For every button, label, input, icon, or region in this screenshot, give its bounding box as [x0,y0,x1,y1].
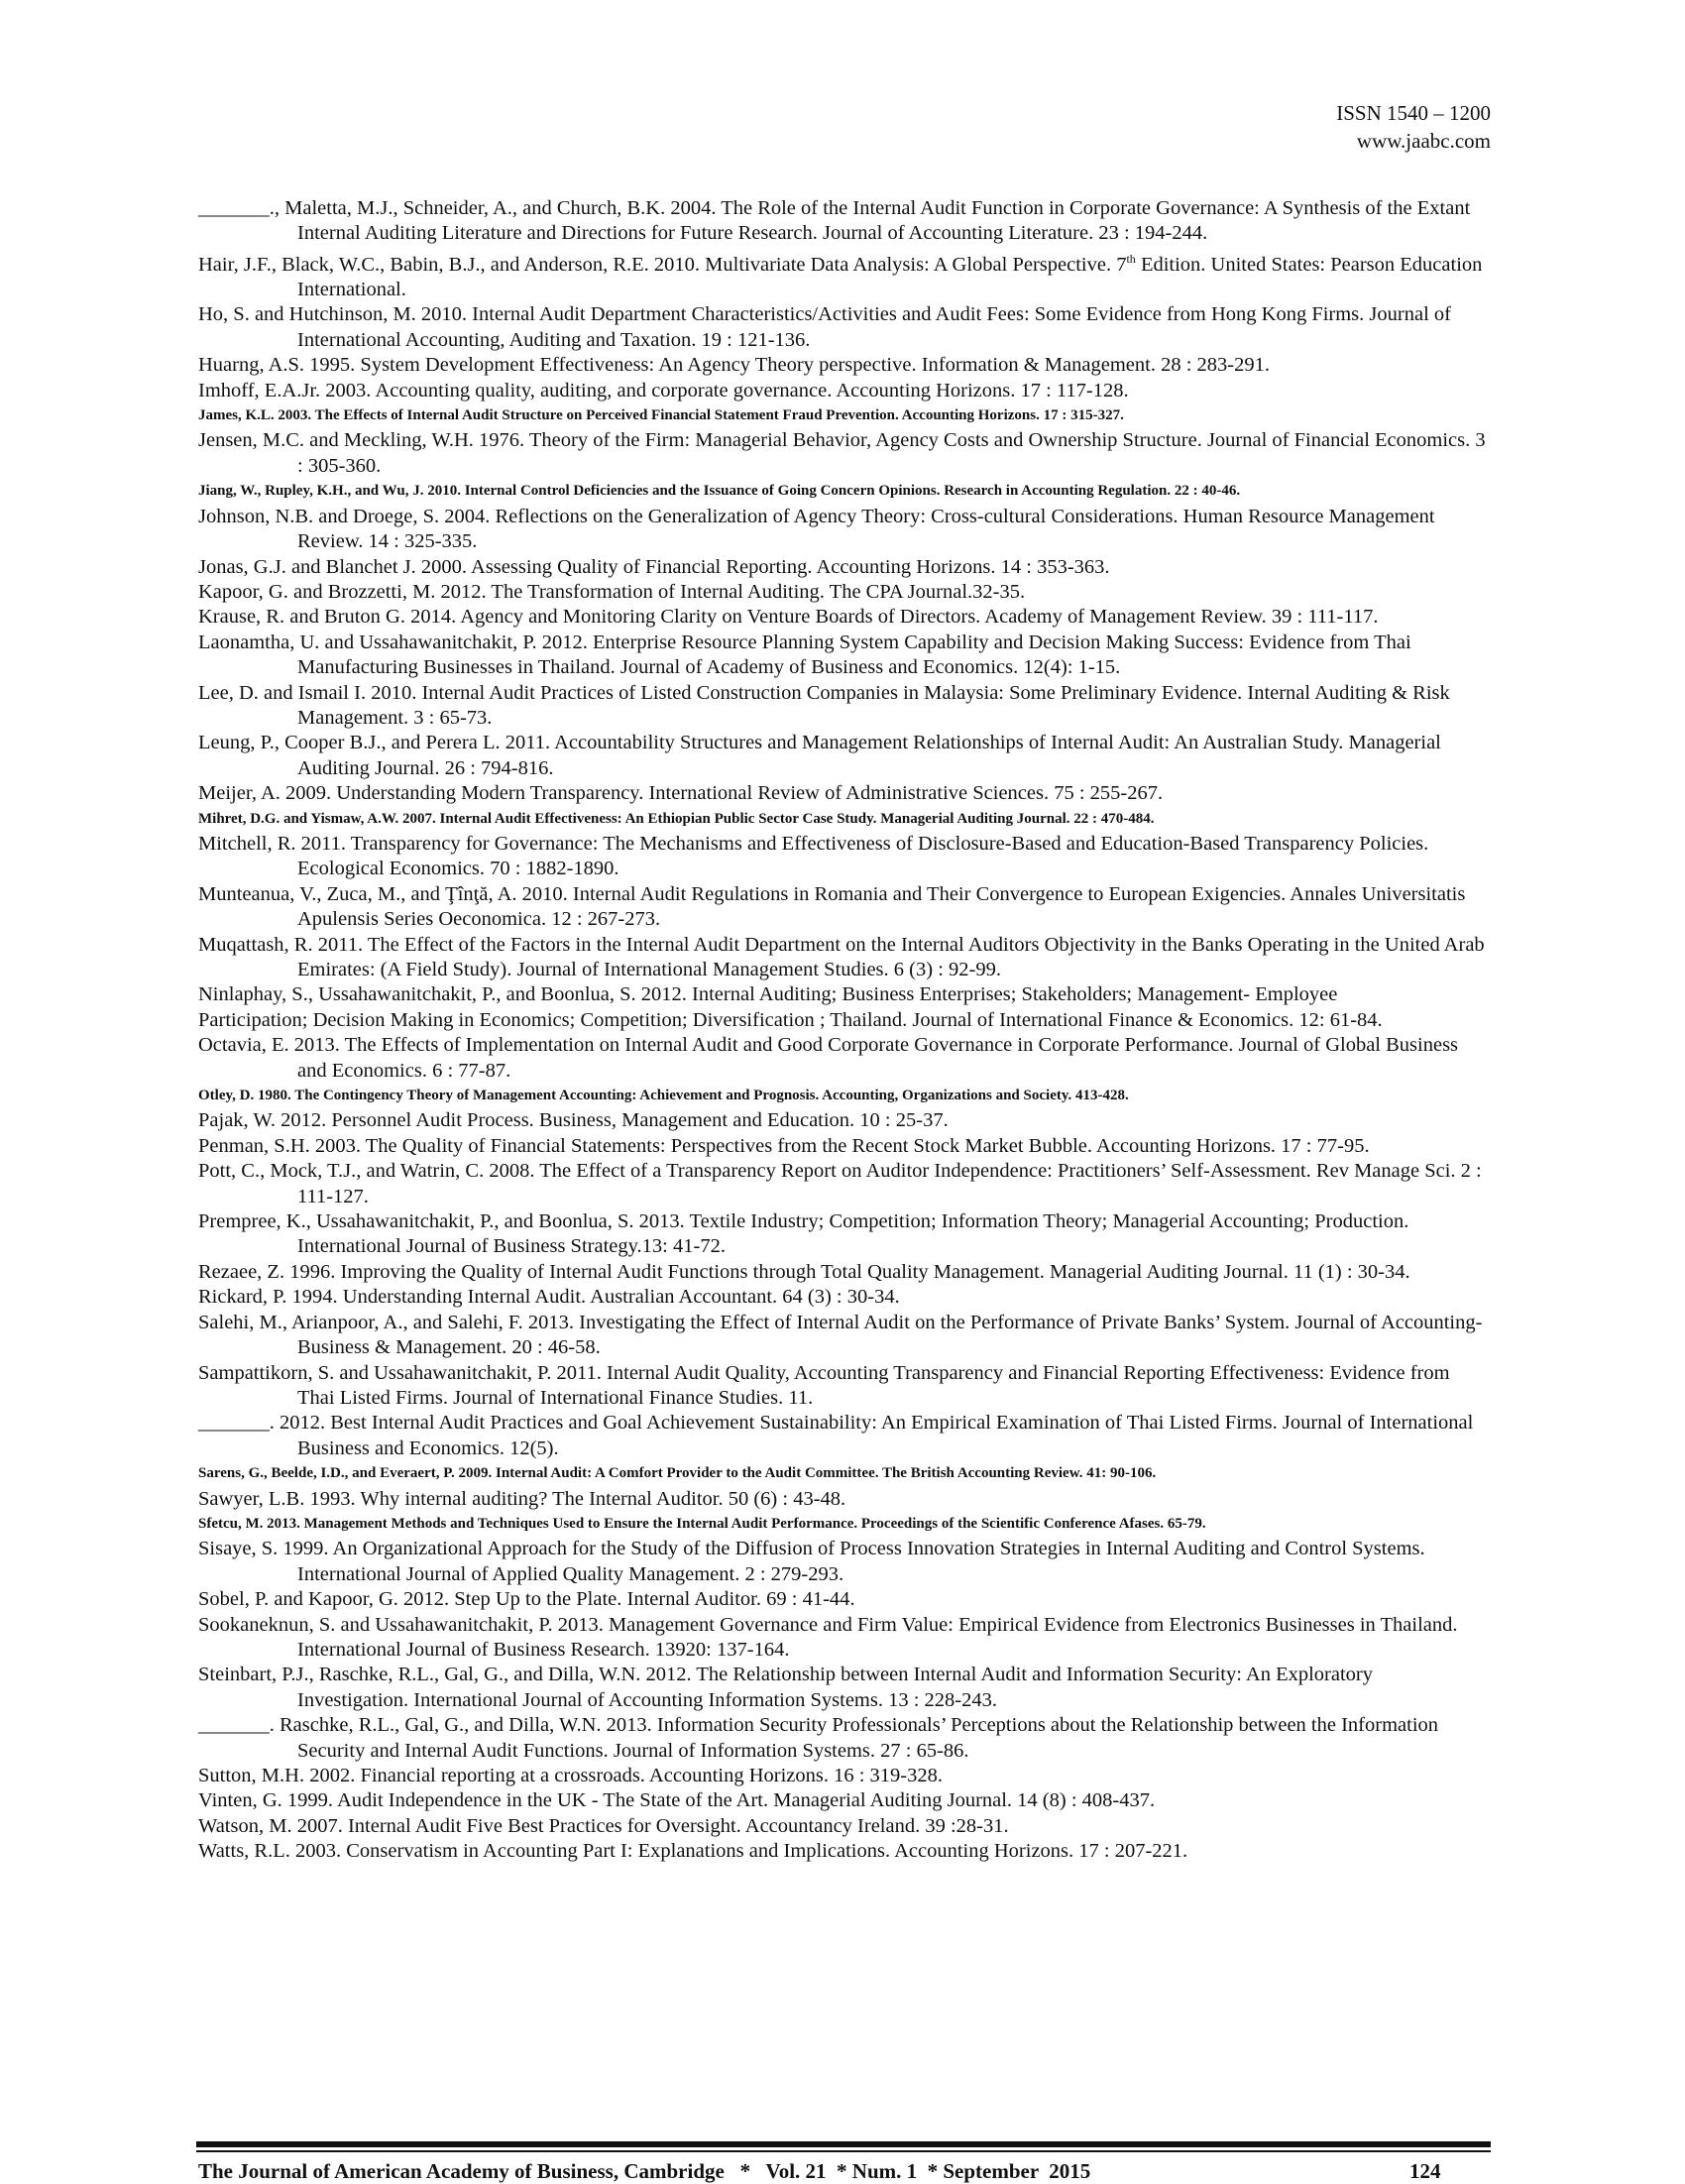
reference-entry: Prempree, K., Ussahawanitchakit, P., and Boonlua, S. 2013. Textile Industry; Competition; Information Theory; Managerial Accounting; Production. International Journal of Business Strategy.13: 41-72. [198,1210,1409,1258]
reference-entry: Sarens, G., Beelde, I.D., and Everaert, P. 2009. Internal Audit: A Comfort Provider to the Audit Committee. The British Accounting Review. 41: 90-106. [198,1465,1157,1482]
page-footer [198,2159,1487,2181]
reference-entry: Sookaneknun, S. and Ussahawanitchakit, P. 2013. Management Governance and Firm Value: Empirical Evidence from Electronics Businesses in Thailand. International Journal of Business Research. 13920: 137-164. [198,1613,1458,1661]
reference-entry: Steinbart, P.J., Raschke, R.L., Gal, G., and Dilla, W.N. 2012. The Relationship between Internal Audit and Information Security: An Exploratory Investigation. International Journal of Accounting Information Systems. 13 : 228-243. [198,1664,1374,1711]
reference-entry: Krause, R. and Bruton G. 2014. Agency and Monitoring Clarity on Venture Boards of Directors. Academy of Management Review. 39 : 111-117. [198,606,1379,629]
reference-entry: Jensen, M.C. and Meckling, W.H. 1976. Theory of the Firm: Managerial Behavior, Agency Costs and Ownership Structure. Journal of Financial Economics. 3 : 305-360. [198,429,1486,477]
reference-entry: Jiang, W., Rupley, K.H., and Wu, J. 2010. Internal Control Deficiencies and the Issuance of Going Concern Opinions. Research in Accounting Regulation. 22 : 40-46. [198,483,1241,500]
reference-entry: Watts, R.L. 2003. Conservatism in Accounting Part I: Explanations and Implications. Accounting Horizons. 17 : 207-221. [198,1840,1188,1863]
reference-entry: Leung, P., Cooper B.J., and Perera L. 2011. Accountability Structures and Management Relationships of Internal Audit: An Australian Study. Managerial Auditing Journal. 26 : 794-816. [198,732,1441,779]
website-text: www.jaabc.com [1356,129,1491,153]
reference-entry: _______., Maletta, M.J., Schneider, A., and Church, B.K. 2004. The Role of the Internal Audit Function in Corporate Governance: A Synthesis of the Extant Internal Auditing Literature and Directions for Future Research. Journal of Accounting Literature. 23 : 194-244. [198,197,1471,245]
reference-entry: Sobel, P. and Kapoor, G. 2012. Step Up to the Plate. Internal Auditor. 69 : 41-44. [198,1588,855,1611]
reference-entry: James, K.L. 2003. The Effects of Internal Audit Structure on Perceived Financial Statement Fraud Prevention. Accounting Horizons. 17 : 315-327. [198,407,1124,424]
reference-entry: Imhoff, E.A.Jr. 2003. Accounting quality, auditing, and corporate governance. Accounting Horizons. 17 : 117-128. [198,379,1129,402]
issn-text: ISSN 1540 – 1200 [1336,101,1491,125]
reference-entry: Hair, J.F., Black, W.C., Babin, B.J., and Anderson, R.E. 2010. Multivariate Data Analysis: A Global Perspective. 7th Edition. United States: Pearson Education International. [198,251,1483,301]
reference-entry: Lee, D. and Ismail I. 2010. Internal Audit Practices of Listed Construction Companies in Malaysia: Some Preliminary Evidence. Internal Auditing & Risk Management. 3 : 65-73. [198,681,1450,729]
reference-list [198,196,1487,1865]
reference-entry: Vinten, G. 1999. Audit Independence in the UK - The State of the Art. Managerial Auditing Journal. 14 (8) : 408-437. [198,1789,1156,1812]
reference-entry: Pott, C., Mock, T.J., and Watrin, C. 2008. The Effect of a Transparency Report on Auditor Independence: Practitioners’ Self-Assessment. Rev Manage Sci. 2 : 111-127. [198,1160,1482,1207]
reference-entry: Octavia, E. 2013. The Effects of Implementation on Internal Audit and Good Corporate Governance in Corporate Performance. Journal of Global Business and Economics. 6 : 77-87. [198,1034,1459,1082]
reference-entry: Pajak, W. 2012. Personnel Audit Process. Business, Management and Education. 10 : 25-37. [198,1109,949,1132]
reference-entry: Mihret, D.G. and Yismaw, A.W. 2007. Internal Audit Effectiveness: An Ethiopian Public Sector Case Study. Managerial Auditing Journal. 22 : 470-484. [198,810,1155,827]
page-header [1336,99,1491,155]
reference-entry: Sutton, M.H. 2002. Financial reporting at a crossroads. Accounting Horizons. 16 : 319-328. [198,1765,943,1787]
reference-entry: Huarng, A.S. 1995. System Development Effectiveness: An Agency Theory perspective. Information & Management. 28 : 283-291. [198,354,1270,377]
reference-entry: Sisaye, S. 1999. An Organizational Approach for the Study of the Diffusion of Process Innovation Strategies in Internal Auditing and Control Systems. International Journal of Applied Quality Management. 2 : 279-293. [198,1538,1425,1585]
reference-entry: Otley, D. 1980. The Contingency Theory of Management Accounting: Achievement and Prognosis. Accounting, Organizations and Society. 413-428. [198,1088,1129,1104]
footer-rule-thin [196,2150,1491,2152]
reference-entry: _______. 2012. Best Internal Audit Practices and Goal Achievement Sustainability: An Empirical Examination of Thai Listed Firms. Journal of International Business and Economics. 12(5). [198,1412,1474,1459]
reference-entry: Ho, S. and Hutchinson, M. 2010. Internal Audit Department Characteristics/Activities and Audit Fees: Some Evidence from Hong Kong Firms. Journal of International Accounting, Auditing and Taxation. 19 : 121-136. [198,303,1451,351]
footer-journal-info: The Journal of American Academy of Business, Cambridge * Vol. 21 * Num. 1 * September 2015 [198,2159,1091,2183]
reference-entry: Sfetcu, M. 2013. Management Methods and Techniques Used to Ensure the Internal Audit Performance. Proceedings of the Scientific Conference Afases. 65-79. [198,1515,1206,1532]
reference-entry: Kapoor, G. and Brozzetti, M. 2012. The Transformation of Internal Auditing. The CPA Journal.32-35. [198,580,1026,603]
reference-entry: _______. Raschke, R.L., Gal, G., and Dilla, W.N. 2013. Information Security Professionals’ Perceptions about the Relationship between the Information Security and Internal Audit Functions. Journal of Information Systems. 27 : 65-86. [198,1714,1439,1762]
reference-entry: Salehi, M., Arianpoor, A., and Salehi, F. 2013. Investigating the Effect of Internal Audit on the Performance of Private Banks’ System. Journal of Accounting-Business & Management. 20 : 46-58. [198,1311,1483,1359]
reference-entry: Munteanua, V., Zuca, M., and Ţînţă, A. 2010. Internal Audit Regulations in Romania and Their Convergence to European Exigencies. Annales Universitatis Apulensis Series Oeconomica. 12 : 267-273. [198,882,1466,931]
page-number: 124 [1409,2159,1441,2183]
reference-entry: Meijer, A. 2009. Understanding Modern Transparency. International Review of Administrative Sciences. 75 : 255-267. [198,782,1164,805]
reference-entry: Johnson, N.B. and Droege, S. 2004. Reflections on the Generalization of Agency Theory: Cross-cultural Considerations. Human Resource Management Review. 14 : 325-335. [198,505,1435,553]
reference-entry: Sawyer, L.B. 1993. Why internal auditing? The Internal Auditor. 50 (6) : 43-48. [198,1487,846,1510]
reference-entry: Rezaee, Z. 1996. Improving the Quality of Internal Audit Functions through Total Quality Management. Managerial Auditing Journal. 11 (1) : 30-34. [198,1260,1410,1283]
reference-entry: Jonas, G.J. and Blanchet J. 2000. Assessing Quality of Financial Reporting. Accounting Horizons. 14 : 353-363. [198,555,1110,578]
reference-entry: Watson, M. 2007. Internal Audit Five Best Practices for Oversight. Accountancy Ireland. 39 :28-31. [198,1814,1009,1837]
reference-entry: Sampattikorn, S. and Ussahawanitchakit, P. 2011. Internal Audit Quality, Accounting Transparency and Financial Reporting Effectiveness: Evidence from Thai Listed Firms. Journal of International Finance Studies. 11. [198,1361,1450,1409]
reference-entry: Muqattash, R. 2011. The Effect of the Factors in the Internal Audit Department on the Internal Auditors Objectivity in the Banks Operating in the United Arab Emirates: (A Field Study). Journal of International Management Studies. 6 (3) : 92-99. [198,933,1485,981]
reference-entry: Penman, S.H. 2003. The Quality of Financial Statements: Perspectives from the Recent Stock Market Bubble. Accounting Horizons. 17 : 77-95. [198,1134,1370,1157]
footer-rule-thick [196,2141,1491,2147]
reference-entry: Mitchell, R. 2011. Transparency for Governance: The Mechanisms and Effectiveness of Disclosure-Based and Education-Based Transparency Policies. Ecological Economics. 70 : 1882-1890. [198,832,1429,880]
reference-entry: Laonamtha, U. and Ussahawanitchakit, P. 2012. Enterprise Resource Planning System Capability and Decision Making Success: Evidence from Thai Manufacturing Businesses in Thailand. Journal of Academy of Business and Economics. 12(4): 1-15. [198,631,1411,679]
reference-entry: Ninlaphay, S., Ussahawanitchakit, P., and Boonlua, S. 2012. Internal Auditing; Business Enterprises; Stakeholders; Management- Employee [198,983,1338,1006]
reference-entry: Participation; Decision Making in Economics; Competition; Diversification ; Thailand. Journal of International Finance & Economics. 12: 61-84. [198,1008,1383,1031]
reference-entry: Rickard, P. 1994. Understanding Internal Audit. Australian Accountant. 64 (3) : 30-34. [198,1286,900,1309]
